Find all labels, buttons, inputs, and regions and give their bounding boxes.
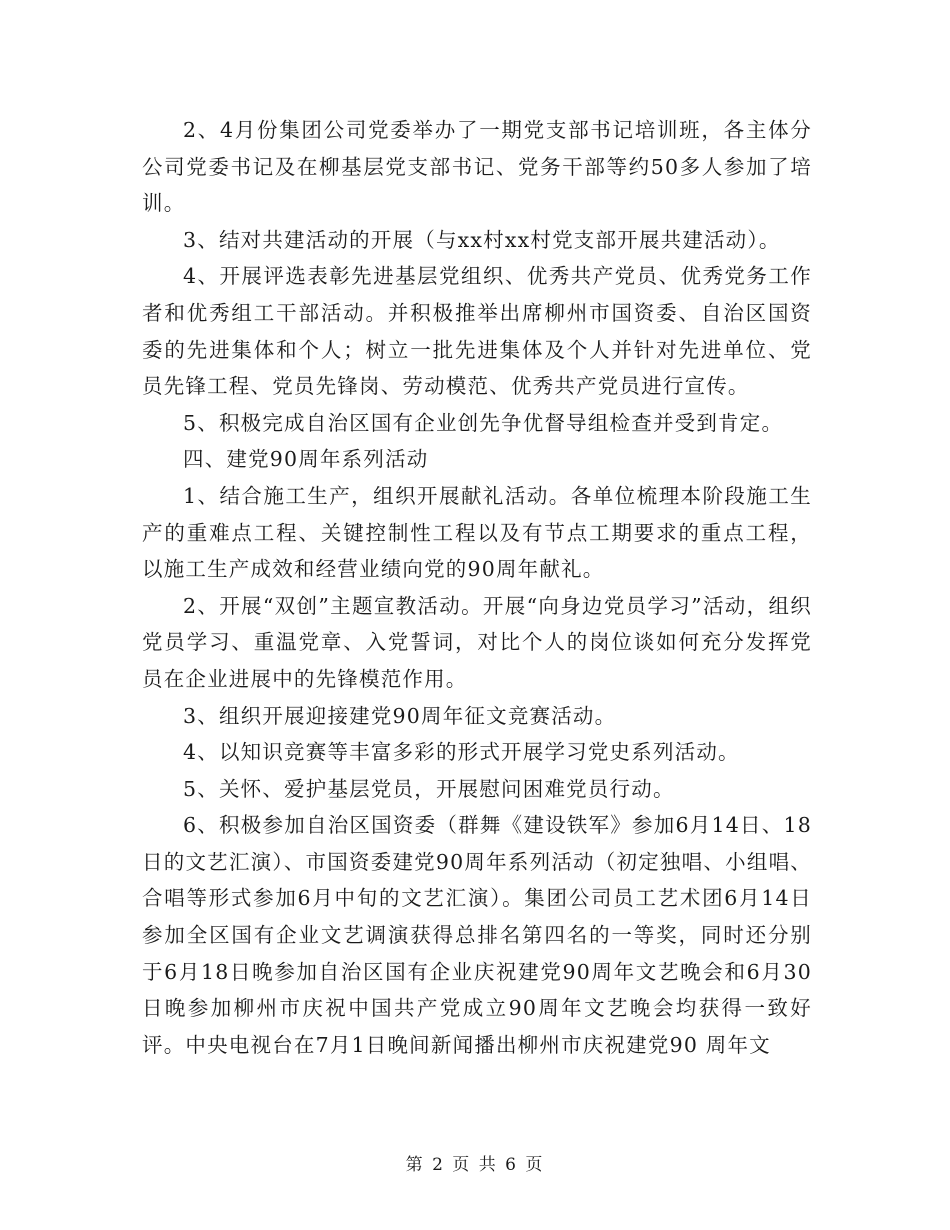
- paragraph-performances: 6、积极参加自治区国资委（群舞《建设铁军》参加6月14日、18日的文艺汇演）、市国资委建党90周年系列活动（初定独唱、小组唱、合唱等形式参加6月中旬的文艺汇演）。集团公司员工艺术团6月14日参加全区国有企业文艺调演获得总排名第四名的一等奖，同时还分别于6月18日晚参加自治区国有企业庆祝建党90周年文艺晚会和6月30日晚参加柳州市庆祝中国共产党成立90周年文艺晚会均获得一致好评。中央电视台在7月1日晚间新闻播出柳州市庆祝建党90 周年文: [142, 813, 812, 1057]
- document-body: [142, 112, 812, 1063]
- paragraph-joint-building: 3、结对共建活动的开展（与xx村xx村党支部开展共建活动）。: [183, 227, 781, 252]
- paragraph-inspection: 5、积极完成自治区国有企业创先争优督导组检查并受到肯定。: [183, 410, 784, 435]
- paragraph-essay-contest: 3、组织开展迎接建党90周年征文竞赛活动。: [183, 703, 617, 728]
- paragraph-knowledge-contest: 4、以知识竞赛等丰富多彩的形式开展学习党史系列活动。: [183, 740, 740, 765]
- paragraph-education-activity: 2、开展“双创”主题宣教活动。开展“向身边党员学习”活动，组织党员学习、重温党章、入党誓词，对比个人的岗位谈如何充分发挥党员在企业进展中的先锋模范作用。: [142, 593, 812, 691]
- paragraph-commendation: 4、开展评选表彰先进基层党组织、优秀共产党员、优秀党务工作者和优秀组工干部活动。并积极推举出席柳州市国资委、自治区国资委的先进集体和个人；树立一批先进集体及个人并针对先进单位、党员先锋工程、党员先锋岗、劳动模范、优秀共产党员进行宣传。: [142, 264, 812, 399]
- paragraph-training-class: 2、4月份集团公司党委举办了一期党支部书记培训班，各主体分公司党委书记及在柳基层党支部书记、党务干部等约50多人参加了培训。: [142, 118, 812, 216]
- paragraph-care-members: 5、关怀、爱护基层党员，开展慰问困难党员行动。: [183, 776, 675, 801]
- paragraph-tribute-activity: 1、结合施工生产，组织开展献礼活动。各单位梳理本阶段施工生产的重难点工程、关键控制性工程以及有节点工期要求的重点工程，以施工生产成效和经营业绩向党的90周年献礼。: [142, 483, 812, 582]
- page-number-footer: 第 2 页 共 6 页: [405, 1155, 545, 1175]
- section-heading-anniversary: 四、建党90周年系列活动: [183, 447, 429, 472]
